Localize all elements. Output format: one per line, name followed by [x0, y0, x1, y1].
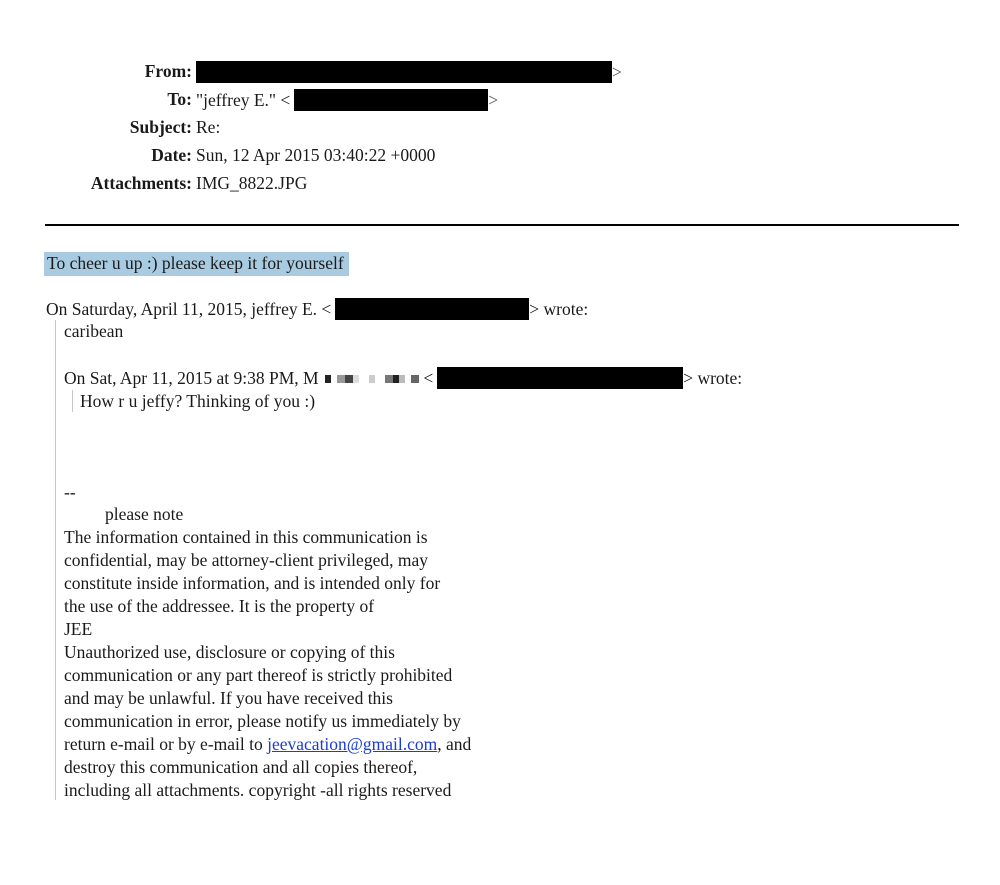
to-value — [196, 89, 498, 111]
to-name: "jeffrey E." < — [196, 90, 291, 110]
redaction-bar — [335, 298, 529, 320]
quote-bar-inner — [72, 390, 73, 412]
disclaimer-line: communication in error, please notify us immediately by — [64, 711, 461, 731]
signature-note-heading: please note — [105, 504, 184, 524]
quote-intro-1-suffix: > wrote: — [529, 299, 589, 319]
quote-intro-2 — [64, 367, 742, 390]
email-line-suffix: , and — [437, 734, 472, 754]
header-divider — [45, 224, 959, 226]
date-label: Date: — [151, 145, 192, 165]
disclaimer-line: The information contained in this communication is — [64, 527, 428, 547]
redaction-bar — [437, 367, 683, 389]
disclaimer-email-line — [64, 734, 471, 755]
attachment-link[interactable]: IMG_8822.JPG — [196, 173, 308, 193]
redaction-bar — [196, 61, 612, 83]
quote-intro-1-prefix: On Saturday, April 11, 2015, jeffrey E. < — [46, 299, 332, 319]
email-line-prefix: return e-mail or by e-mail to — [64, 734, 268, 754]
quote-intro-1 — [46, 298, 588, 320]
signature-separator: -- — [64, 482, 76, 502]
disclaimer-line: including all attachments. copyright -all rights reserved — [64, 780, 452, 800]
attachments-label: Attachments: — [90, 173, 192, 193]
subject-value: Re: — [196, 117, 221, 137]
to-suffix: > — [488, 90, 499, 110]
quote-intro-2-suffix: > wrote: — [683, 368, 743, 388]
quote-intro-2-lt: < — [423, 368, 434, 388]
disclaimer-line: Unauthorized use, disclosure or copying of this — [64, 642, 395, 662]
disclaimer-line: constitute inside information, and is intended only for — [64, 573, 441, 593]
quote1-body: caribean — [64, 321, 124, 341]
quote-intro-2-prefix: On Sat, Apr 11, 2015 at 9:38 PM, M — [64, 368, 319, 388]
to-label: To: — [167, 89, 192, 109]
disclaimer-line: and may be unlawful. If you have received this — [64, 688, 393, 708]
disclaimer-line: destroy this communication and all copies thereof, — [64, 757, 418, 777]
subject-label: Subject: — [129, 117, 192, 137]
from-value — [196, 61, 622, 83]
disclaimer-line: confidential, may be attorney-client privileged, may — [64, 550, 428, 570]
quote-bar-outer — [55, 320, 56, 800]
reply-text: To cheer u up :) please keep it for yourself — [44, 252, 349, 276]
from-label: From: — [144, 61, 192, 81]
email-link[interactable]: jeevacation@gmail.com — [267, 734, 438, 754]
from-suffix: > — [612, 62, 622, 82]
pixelated-name — [325, 369, 419, 390]
quote2-body: How r u jeffy? Thinking of you :) — [80, 391, 316, 411]
disclaimer-line: JEE — [64, 619, 93, 639]
disclaimer-line: communication or any part thereof is strictly prohibited — [64, 665, 453, 685]
redaction-bar — [294, 89, 488, 111]
date-value: Sun, 12 Apr 2015 03:40:22 +0000 — [196, 145, 436, 165]
disclaimer-line: the use of the addressee. It is the property of — [64, 596, 375, 616]
